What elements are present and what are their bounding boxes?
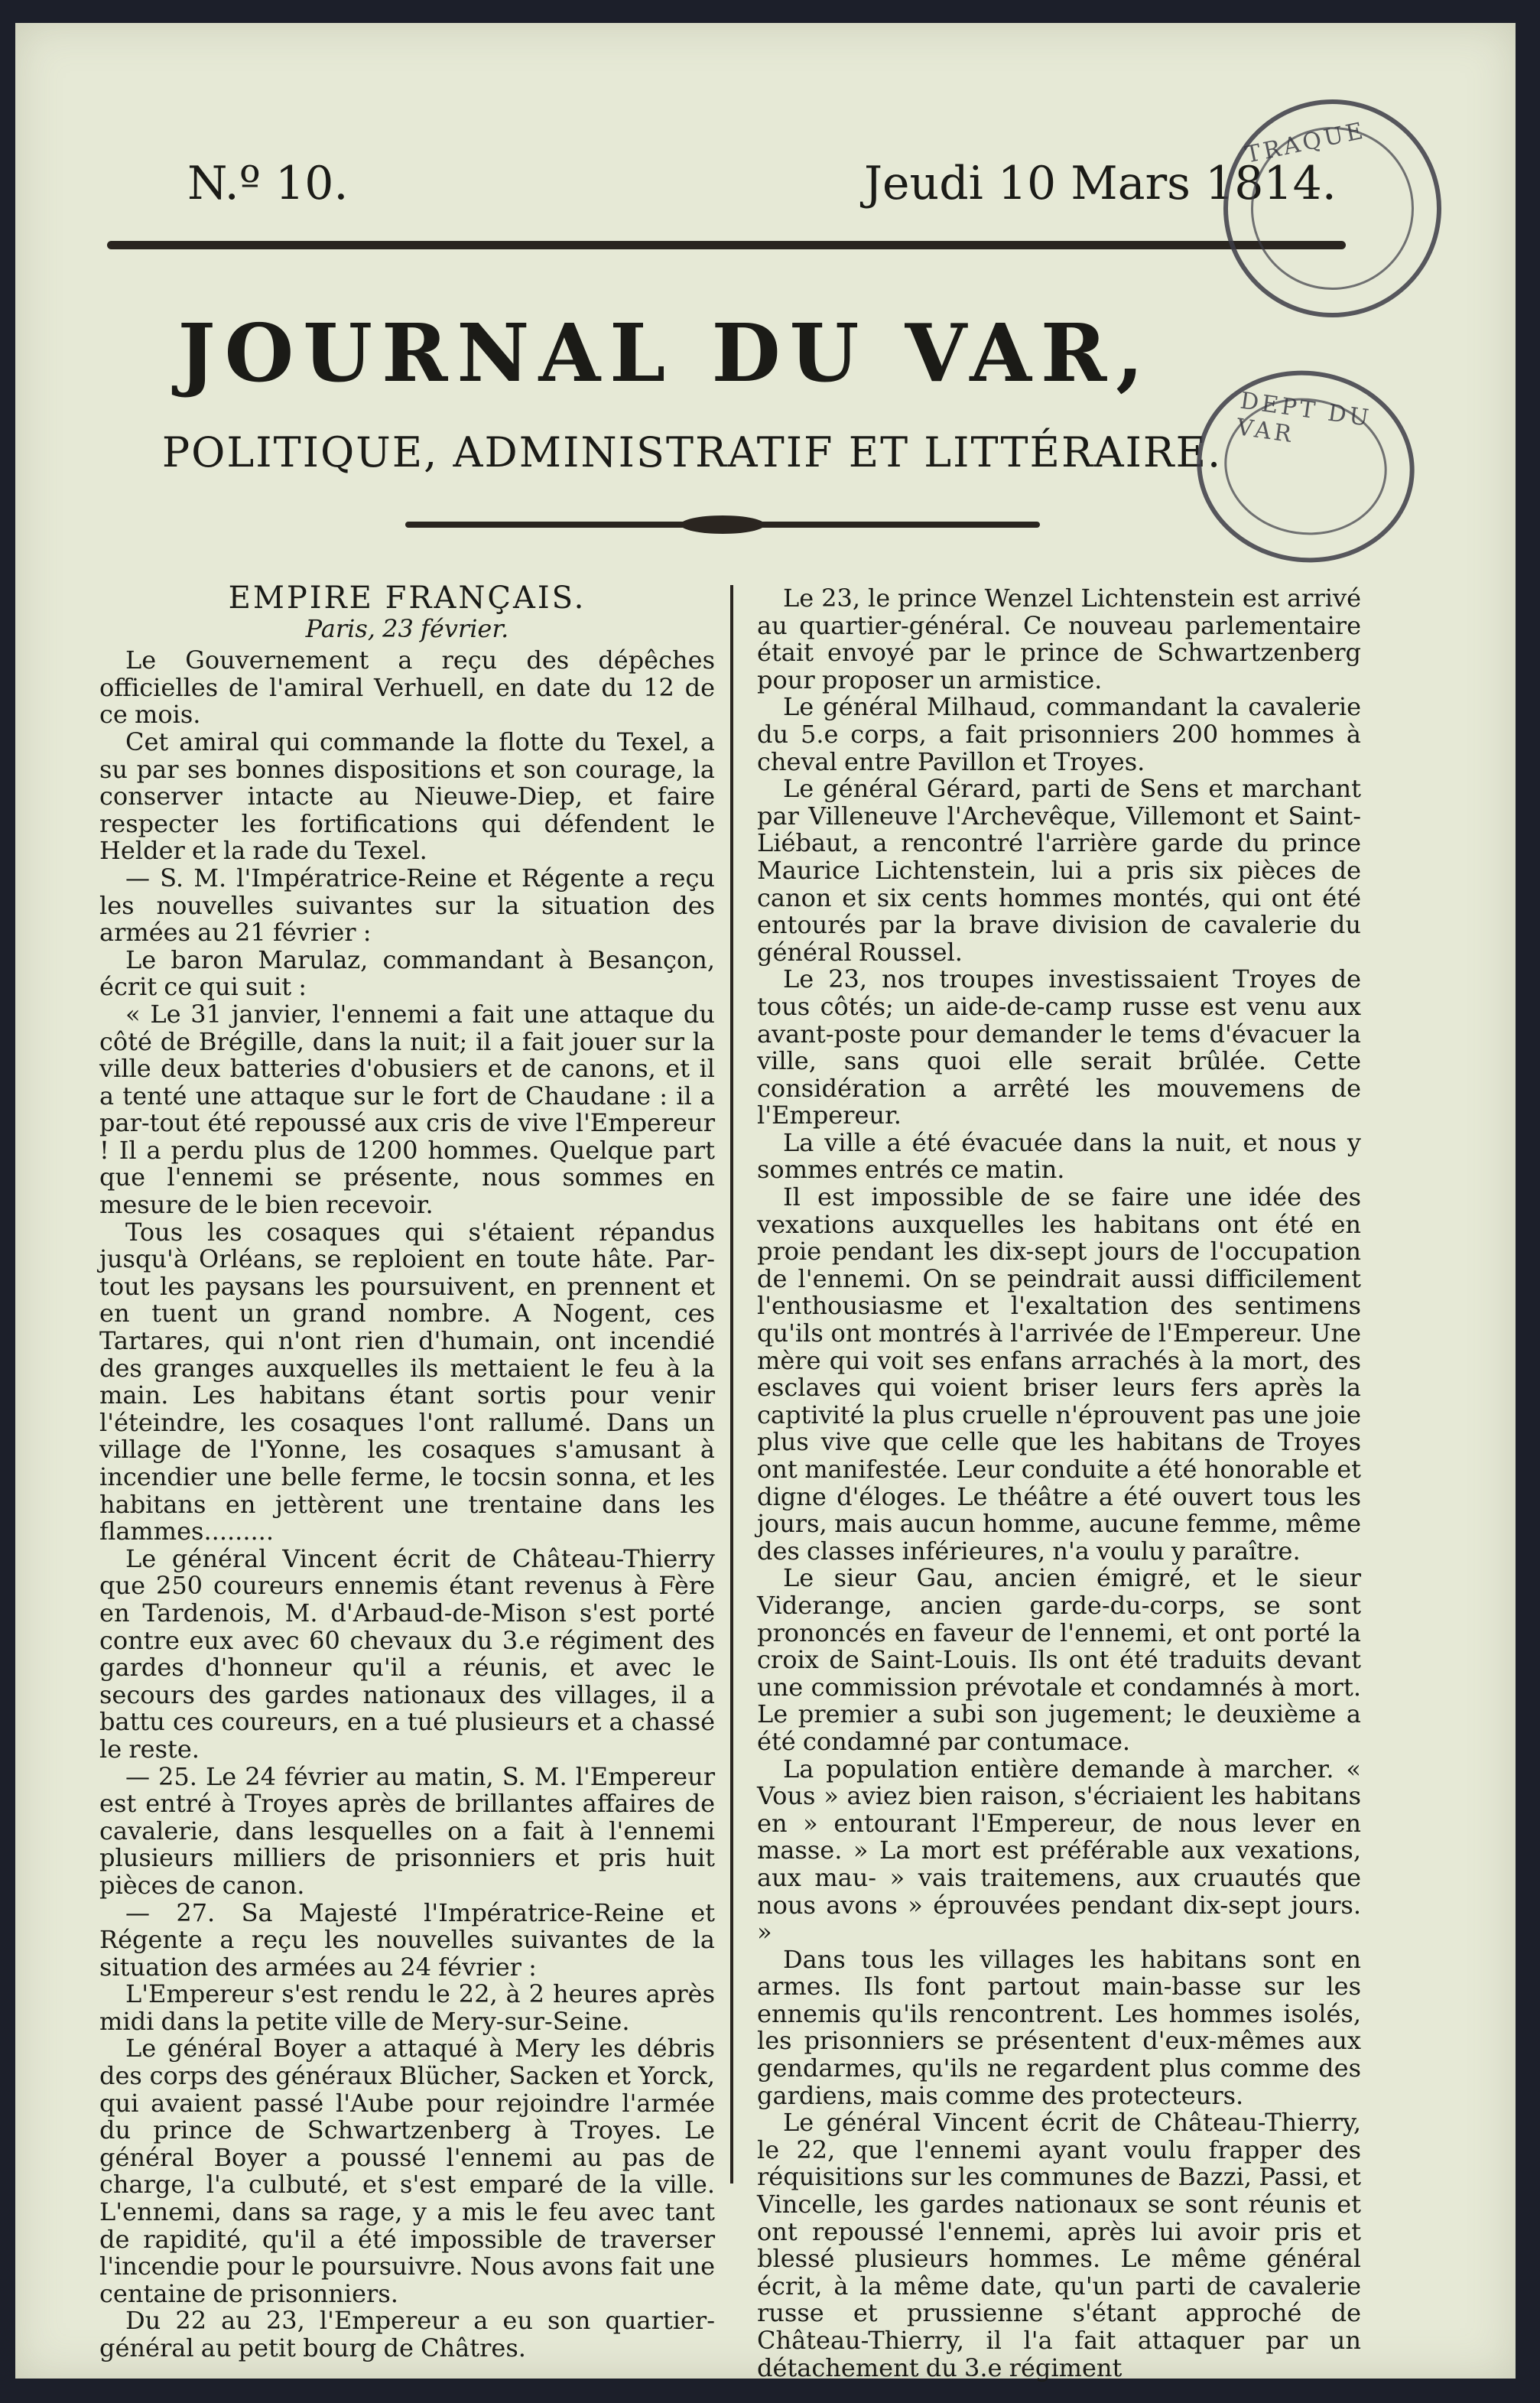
paragraph: « Le 31 janvier, l'ennemi a fait une attaque du côté de Brégille, dans la nuit; il a fait jouer sur la ville deux batteries d'obusiers et de canons, et il a tenté une attaque sur le fort de Chaudane : il a par-tout été repoussé aux cris de vive l'Empereur ! Il a perdu plus de 1200 hommes. Quelque part que l'ennemi se présente, nous sommes en mesure de le bien recevoir. — [99, 999, 715, 1220]
header-rule — [107, 241, 1346, 249]
issue-number: N.º 10. — [187, 157, 349, 210]
paragraph: La population entière demande à marcher. « Vous » aviez bien raison, s'écriaient les habitans en » entourant l'Empereur, de nous lever en masse. » La mort est préférable aux vexations, aux mau- » vais traitemens, aux cruautés que nous avons » éprouvées pendant dix-sept jours. » — [757, 1754, 1361, 1947]
stamp-text: TRAQUE — [1243, 117, 1369, 169]
paragraph: Du 22 au 23, l'Empereur a eu son quartier-général au petit bourg de Châtres. — [99, 2306, 715, 2362]
right-column — [757, 585, 1361, 2382]
paragraph: Le général Vincent écrit de Château-Thierry, le 22, que l'ennemi ayant voulu frapper des réquisitions sur les communes de Bazzi, Passi, et Vincelle, les gardes nationaux se sont réunis et ont repoussé l'ennemi, après lui avoir pris et blessé plusieurs hommes. Le même général écrit, à la même date, qu'un parti de cavalerie russe et prussienne s'étant approché de Château-Thierry, il l'a fait attaquer par un détachement du 3.e régiment — [757, 2108, 1361, 2382]
paragraph: Le général Milhaud, commandant la cavalerie du 5.e corps, a fait prisonniers 200 hommes à cheval entre Pavillon et Troyes. — [757, 692, 1361, 776]
paragraph: Le 23, nos troupes investissaient Troyes de tous côtés; un aide-de-camp russe est venu aux avant-poste pour demander le tems d'évacuer la ville, sans quoi elle serait brûlée. Cette considération a arrêté les mouvemens de l'Empereur. — [757, 964, 1361, 1130]
paragraph: L'Empereur s'est rendu le 22, à 2 heures après midi dans la petite ville de Mery-sur-Seine. — [99, 1979, 715, 2036]
left-column — [99, 580, 715, 2362]
dateline: Paris, 23 février. — [305, 613, 509, 643]
paragraph: Il est impossible de se faire une idée des vexations auxquelles les habitans ont été en proie pendant les dix-sept jours de l'occupation de l'ennemi. On se peindrait aussi difficilement l'enthousiasme et l'exaltation des sentimens qu'ils ont montrés à l'arrivée de l'Empereur. Une mère qui voit ses enfans arrachés à la mort, des esclaves qui voient briser leurs fers après la captivité la plus cruelle n'éprouvent pas une joie plus vive que celle que les habitans de Troyes ont manifestée. Leur conduite a été honorable et digne d'éloges. Le théâtre a été ouvert tous les jours, mais aucun homme, aucune femme, même des classes inférieures, n'a voulu y paraître. — [757, 1182, 1361, 1566]
section-title: EMPIRE FRANÇAIS. — [228, 580, 586, 616]
postal-stamp — [1203, 79, 1461, 337]
paragraph: Le Gouvernement a reçu des dépêches officielles de l'amiral Verhuell, en date du 12 de ce mois. — [99, 645, 715, 730]
paragraph: Le 23, le prince Wenzel Lichtenstein est arrivé au quartier-général. Ce nouveau parlementaire était envoyé par le prince de Schwartzenberg pour proposer un armistice. — [757, 584, 1361, 694]
paragraph: Le sieur Gau, ancien émigré, et le sieur Viderange, ancien garde-du-corps, se sont prononcés en faveur de l'ennemi, et ont porté la croix de Saint-Louis. Ils ont été traduits devant une commission prévotale et condamnés à mort. Le premier a subi son jugement; le deuxième a été condamné par contumace. — [757, 1563, 1361, 1756]
paragraph: La ville a été évacuée dans la nuit, et nous y sommes entrés ce matin. — [757, 1127, 1361, 1185]
paragraph: Le général Gérard, parti de Sens et marchant par Villeneuve l'Archevêque, Villemont et Saint-Liébaut, a rencontré l'arrière garde du prince Maurice Lichtenstein, lui a pris six pièces de canon et six cents hommes montés, qui ont été entourés par la brave division de cavalerie du général Roussel. — [757, 774, 1361, 967]
newspaper-subtitle: POLITIQUE, ADMINISTRATIF ET LITTÉRAIRE. — [161, 428, 1223, 476]
ornamental-rule — [405, 522, 1040, 528]
newspaper-title: JOURNAL DU VAR, — [177, 306, 1153, 400]
paragraph: — 27. Sa Majesté l'Impératrice-Reine et Régente a reçu les nouvelles suivantes de la situation des armées au 24 février : — [99, 1897, 715, 1982]
paragraph: Le baron Marulaz, commandant à Besançon, écrit ce qui suit : — [99, 945, 715, 1002]
paragraph: Dans tous les villages les habitans sont en armes. Ils font partout main-basse sur les ennemis qu'ils rencontrent. Les hommes isolés, les prisonniers se présentent d'eux-mêmes aux gendarmes, qu'ils ne regardent plus comme des gardiens, mais comme des protecteurs. — [757, 1944, 1361, 2110]
stamp-text: DEPT DU VAR — [1234, 387, 1373, 449]
paragraph: — 25. Le 24 février au matin, S. M. l'Empereur est entré à Troyes après de brillantes affaires de cavalerie, dans lesquelles on a fait à l'ennemi plusieurs milliers de prisonniers et pris huit pièces de canon. — [99, 1761, 715, 1900]
paragraph: Cet amiral qui commande la flotte du Texel, a su par ses bonnes dispositions et son courage, la conserver intacte au Nieuwe-Diep, et faire respecter les fortifications qui défendent le Helder et la rade du Texel. — [99, 727, 715, 866]
paragraph: Le général Vincent écrit de Château-Thierry que 250 coureurs ennemis étant revenus à Fère en Tardenois, M. d'Arbaud-de-Mison s'est porté contre eux avec 60 chevaux du 3.e régiment des gardes d'honneur qu'il a réunis, et avec le secours des gardes nationaux des villages, il a battu ces coureurs, en a tué plusieurs et a chassé le reste. — [99, 1543, 715, 1764]
paragraph: Le général Boyer a attaqué à Mery les débris des corps des généraux Blücher, Sacken et Yorck, qui avaient passé l'Aube pour rejoindre l'armée du prince de Schwartzenberg à Troyes. Le général Boyer a poussé l'ennemi au pas de charge, l'a culbuté, et s'est emparé de la ville. L'ennemi, dans sa rage, y a mis le feu avec tant de rapidité, qu'il a été impossible de traverser l'incendie pour le poursuivre. Nous avons fait une centaine de prisonniers. — [99, 2034, 715, 2308]
paragraph: Tous les cosaques qui s'étaient répandus jusqu'à Orléans, se reploient en toute hâte. Par-tout les paysans les poursuivent, en prennent et en tuent un grand nombre. A Nogent, ces Tartares, qui n'ont rien d'humain, ont incendié des granges auxquelles ils mettaient le feu à la main. Les habitans étant sortis pour venir l'éteindre, les cosaques l'ont rallumé. Dans un village de l'Yonne, les cosaques s'amusant à incendier une belle ferme, le tocsin sonna, et les habitans en jettèrent une trentaine dans les flammes......... — [99, 1217, 715, 1546]
issue-date: Jeudi 10 Mars 1814. — [864, 157, 1337, 210]
paragraph: — S. M. l'Impératrice-Reine et Régente a reçu les nouvelles suivantes sur la situation des armées au 21 février : — [99, 863, 715, 948]
newspaper-page — [15, 23, 1516, 2382]
column-divider — [730, 585, 733, 2184]
